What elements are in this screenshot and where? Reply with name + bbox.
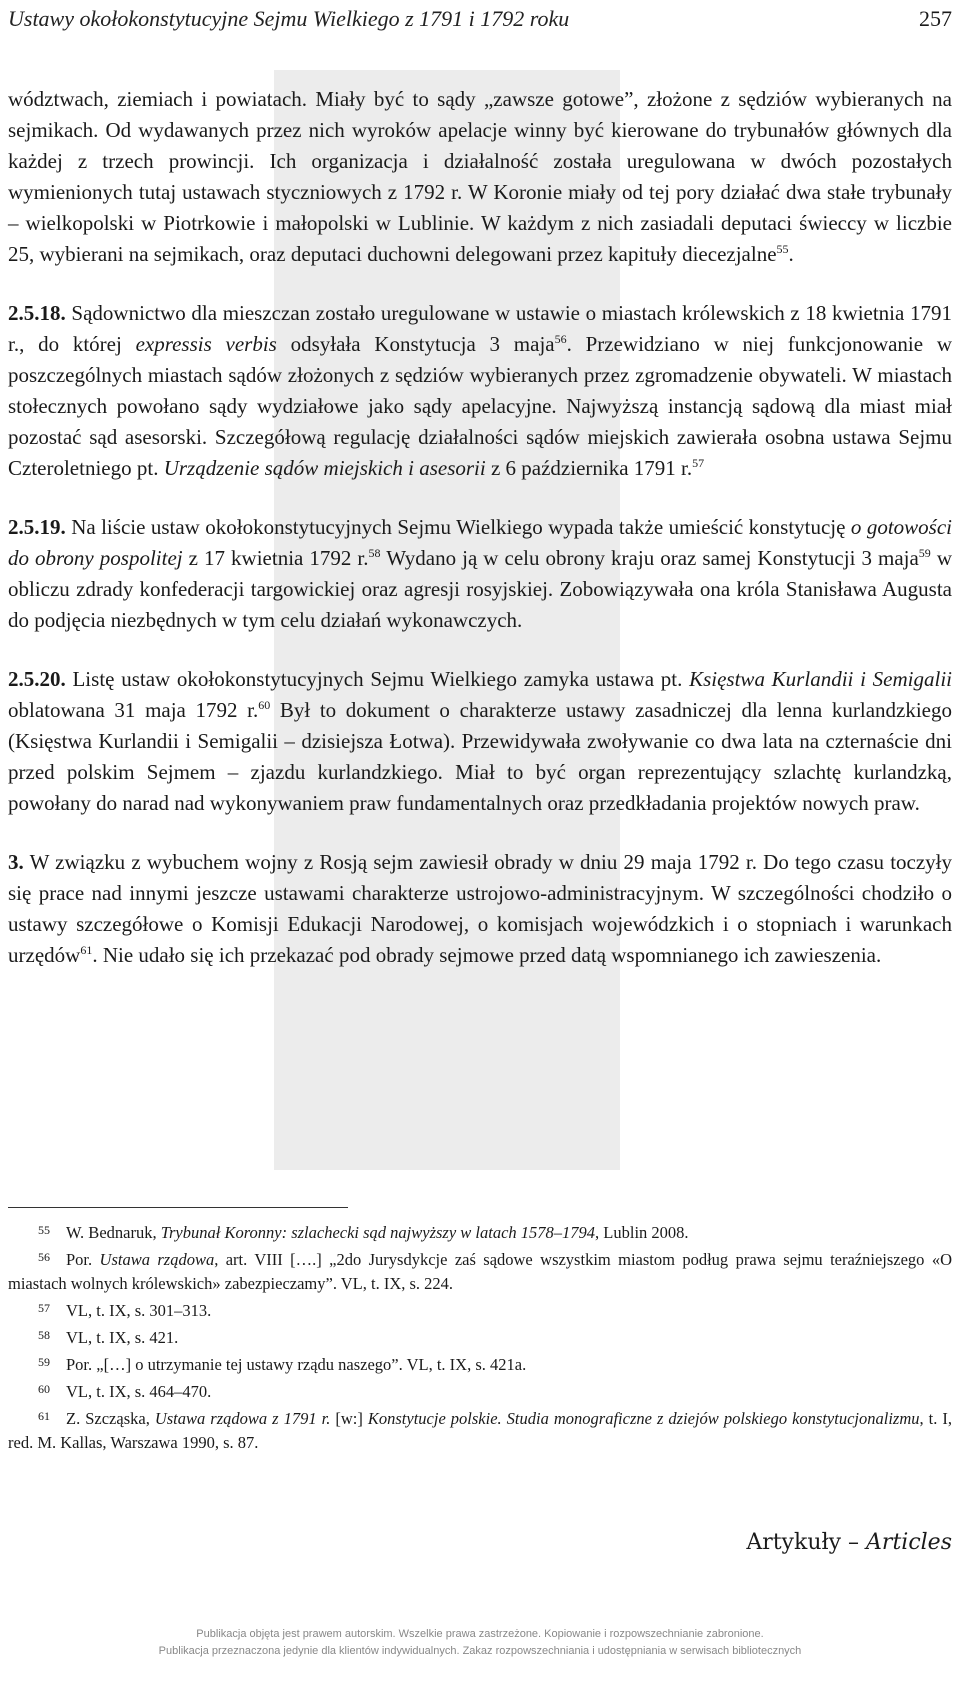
footnote-ref[interactable]: 60 [258,698,271,712]
section-number: 2.5.19. [8,515,66,539]
footnote-ref[interactable]: 57 [692,456,705,470]
footnote-57: 57 VL, t. IX, s. 301–313. [38,1301,212,1320]
paragraph-continuation: wództwach, ziemiach i powiatach. Miały być to sądy „zawsze gotowe”, złożone z sędziów wybieranych na sejmikach. Od wydawanych przez nich wyroków apelacje winny być kierowane do trybunałów głównych dla każdej z trzech prowincji. Ich organizacja i działalność została uregulowana w dwóch pozostałych wymienionych tutaj ustawach styczniowych z 1792 r. W Koronie miały od tej pory działać dwa stałe trybunały – wielkopolski w Piotrkowie i małopolski w Lublinie. W każdym z nich zasiadali deputaci świeccy w liczbie 25, wybierani na sejmikach, oraz deputaci duchowni delegowani przez kapituły diecezjalne$^{55}$. [8,87,952,266]
footnotes [8,1218,952,1455]
copyright-footer [0,1626,960,1660]
section-label: Artykuły – Articles [746,1530,952,1555]
footer-line-2: Publikacja przeznaczona jedynie dla klientów indywidualnych. Zakaz rozpowszechniania i udostępniania w serwisach bibliotecznych [158,1645,802,1657]
footnote-ref[interactable]: 58 [368,546,381,560]
footnote-ref[interactable]: 61 [80,943,93,957]
footnote-ref[interactable]: 55 [776,242,789,256]
section-number: 2.5.20. [8,667,66,691]
section-number: 2.5.18. [8,301,66,325]
paragraph-2-5-20: 2.5.20. Listę ustaw okołokonstytucyjnych Sejmu Wielkiego zamyka ustawa pt. Księstwa Kurlandii i Semigalii oblatowana 31 maja 1792 r.$^{60}$ Był to dokument o charakterze ustawy zasadniczej dla lenna kurlandzkiego (Księstwa Kurlandii i Semigalii – dzisiejsza Łotwa). Przewidywała zwoływanie co dwa lata na czternaście dni przed polskim Sejmem – zjazdu kurlandzkiego. Miał to być organ reprezentujący szlachtę kurlandzką, powołany do narad nad wykonywaniem praw fundamentalnych oraz przedkładania projektów nowych praw. [8,667,952,815]
paragraph-2-5-19: 2.5.19. Na liście ustaw okołokonstytucyjnych Sejmu Wielkiego wypada także umieścić konstytucję o gotowości do obrony pospolitej z 17 kwietnia 1792 r.$^{58}$ Wydano ją w celu obrony kraju oraz samej Konstytucji 3 maja$^{59}$ w obliczu zdrady konfederacji targowickiej oraz agresji rosyjskiej. Zobowiązywała ona króla Stanisława Augusta do podjęcia niezbędnych w tym celu działań wykonawczych. [8,515,953,632]
footnote-55: 55 W. Bednaruk, Trybunał Koronny: szlachecki sąd najwyższy w latach 1578–1794, Lublin 2008. [38,1223,689,1242]
footnote-61: 61 Z. Szcząska, Ustawa rządowa z 1791 r. [w:] Konstytucje polskie. Studia monograficzne z dziejów polskiego konstytucjonalizmu, t. I, red. M. Kallas, Warszawa 1990, s. 87. [8,1409,952,1452]
footnote-ref[interactable]: 56 [554,332,567,346]
page-number: 257 [919,6,952,31]
page-header [8,4,952,38]
footnote-59: 59 Por. „[…] o utrzymanie tej ustawy rządu naszego”. VL, t. IX, s. 421a. [38,1355,527,1374]
footnote-separator [8,1207,348,1208]
paragraph-3: 3. W związku z wybuchem wojny z Rosją sejm zawiesił obrady w dniu 29 maja 1792 r. Do tego czasu toczyły się prace nad innymi jeszcze ustawami charakterze ustrojowo-administracyjnym. W szczególności chodziło o ustawy szczegółowe o Komisji Edukacji Narodowej, o komisjach wojewódzkich i o stopniach i warunkach urzędów$^{61}$. Nie udało się ich przekazać pod obrady sejmowe przed datą wspomnianego ich zawieszenia. [8,850,952,967]
footnote-60: 60 VL, t. IX, s. 464–470. [38,1382,212,1401]
running-title: Ustawy okołokonstytucyjne Sejmu Wielkiego z 1791 i 1792 roku [8,6,570,31]
footer-line-1: Publikacja objęta jest prawem autorskim. Wszelkie prawa zastrzeżone. Kopiowanie i rozpowszechnianie zabronione. [196,1628,764,1640]
footnote-58: 58 VL, t. IX, s. 421. [38,1328,179,1347]
footnote-56: 56 Por. Ustawa rządowa, art. VIII [….] „2do Jurysdykcje zaś sądowe wszystkim miastom podług prawa sejmu teraźniejszego «O miastach wolnych królewskich» zabezpieczamy”. VL, t. IX, s. 224. [8,1250,952,1293]
main-text [8,84,952,971]
section-number: 3. [8,850,24,874]
paragraph-2-5-18: 2.5.18. Sądownictwo dla mieszczan zostało uregulowane w ustawie o miastach królewskich z 18 kwietnia 1791 r., do której expressis verbis odsyłała Konstytucja 3 maja$^{56}$. Przewidziano w niej funkcjonowanie w poszczególnych miastach sądów złożonych z sędziów wybieranych przez zgromadzenie obywateli. W miastach stołecznych powołano sądy wydziałowe jako sądy apelacyjne. Najwyższą instancją sądową dla miast miał pozostać sąd asesorski. Szczegółową regulację działalności sądów miejskich zawierała osobna ustawa Sejmu Czteroletniego pt. Urządzenie sądów miejskich i asesorii z 6 października 1791 r.$^{57}$ [8,301,952,480]
footnote-ref[interactable]: 59 [918,546,931,560]
